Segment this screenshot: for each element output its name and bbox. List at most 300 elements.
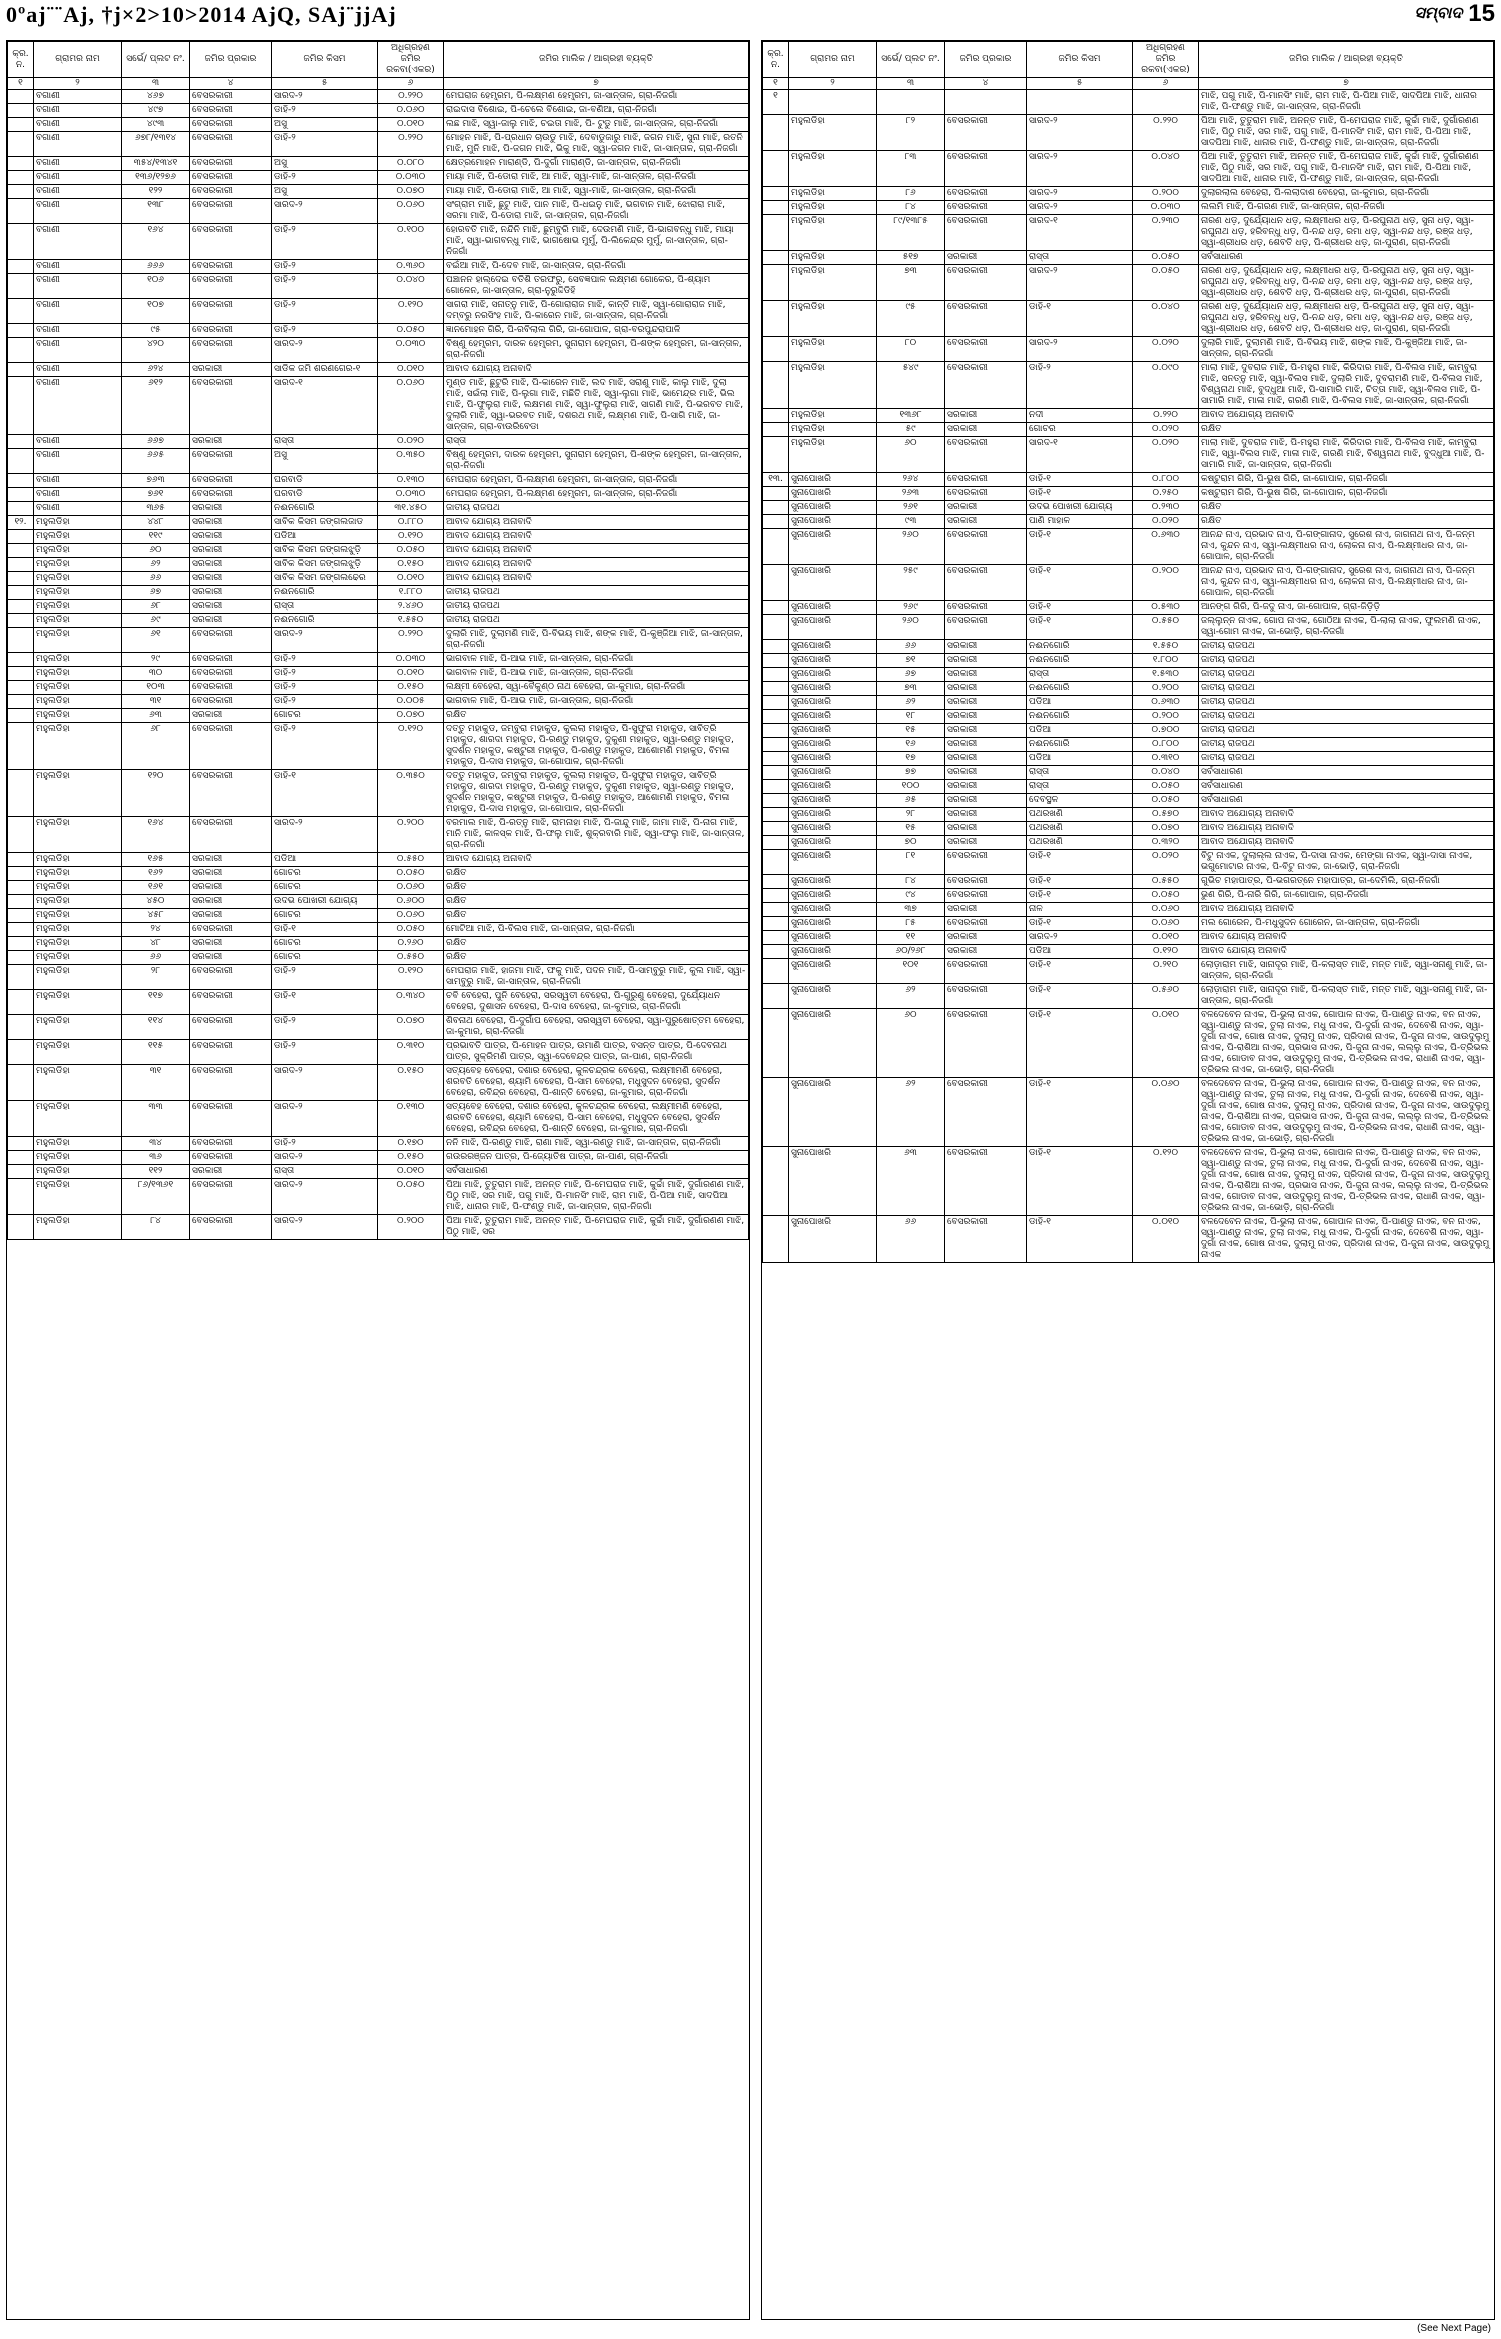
land-class-cell: ଗୋଚର	[1027, 423, 1133, 437]
area-cell: ୦.୨୧୦	[1133, 959, 1199, 984]
table-row	[763, 808, 1494, 822]
plot-number-cell: ୨୬୧	[877, 501, 945, 515]
plot-number-cell: ୨୬୪	[877, 473, 945, 487]
table-row	[8, 171, 749, 185]
serial-cell	[763, 615, 789, 640]
plot-number-cell: ୧୧୯	[122, 530, 190, 544]
area-cell: ୦.୦୧୦	[1133, 1009, 1199, 1078]
owner-cell: ଆବାଦ ଅଯୋଗ୍ୟ ଅନାବାଦି	[1199, 822, 1494, 836]
land-type-cell: ସରକାରୀ	[945, 696, 1027, 710]
village-cell: ବଗାଣୀ	[34, 502, 122, 516]
land-type-cell: ବେସରକାରୀ	[190, 1179, 272, 1215]
village-cell: ମହୁଲଡିହା	[34, 614, 122, 628]
land-class-cell: ରାସ୍ତା	[1027, 668, 1133, 682]
serial-cell	[8, 709, 34, 723]
left-column	[6, 40, 750, 2320]
column-number: ୭	[1199, 78, 1494, 90]
serial-cell: ୧	[763, 90, 789, 115]
serial-cell	[8, 502, 34, 516]
table-row	[8, 544, 749, 558]
land-type-cell: ସରକାରୀ	[190, 544, 272, 558]
serial-cell	[8, 695, 34, 709]
land-type-cell: ବେସରକାରୀ	[945, 959, 1027, 984]
village-cell: ସୁନାପୋଖରି	[789, 473, 877, 487]
table-row	[8, 274, 749, 299]
dateline: 0ºaj¨¨Aj, †j×2>10>2014 AjQ, SAj¨jjAj	[6, 2, 397, 27]
table-row	[763, 836, 1494, 850]
column-number-row	[8, 78, 749, 90]
village-cell: ମହୁଲଡିହା	[34, 1137, 122, 1151]
land-class-cell: ଡାହି-୨	[272, 667, 378, 681]
area-cell: ୦.୨୨୦	[1133, 409, 1199, 423]
plot-number-cell: ୬୭	[877, 668, 945, 682]
column-number: ୪	[945, 78, 1027, 90]
land-type-cell: ବେସରକାରୀ	[190, 185, 272, 199]
plot-number-cell: ୬୬	[877, 1216, 945, 1263]
land-type-cell: ସରକାରୀ	[945, 822, 1027, 836]
area-cell: ୦.୦୫୦	[378, 1179, 444, 1215]
area-cell: ୦.୦୧୦	[1133, 1216, 1199, 1263]
serial-cell	[763, 724, 789, 738]
area-cell: ୦.୦୭୦	[378, 185, 444, 199]
plot-number-cell: ୬୦/୨୬୮	[877, 945, 945, 959]
serial-cell	[763, 766, 789, 780]
land-class-cell: ରାସ୍ତା	[272, 435, 378, 449]
column-header: ଗ୍ରାମର ନାମ	[34, 42, 122, 78]
land-class-cell: ଡାହି-୧	[1027, 487, 1133, 501]
table-row	[8, 681, 749, 695]
serial-cell	[8, 488, 34, 502]
plot-number-cell: ୬୬	[122, 951, 190, 965]
area-cell: ୦.୦୭୦	[378, 709, 444, 723]
land-table-left	[7, 41, 749, 1240]
land-type-cell: ବେସରକାରୀ	[190, 157, 272, 171]
area-cell: ୦.୦୦୫	[378, 695, 444, 709]
owner-cell: ରକ୍ଷିତ	[444, 895, 749, 909]
plot-number-cell: ୭୬୧	[122, 488, 190, 502]
plot-number-cell: ୮୫	[877, 917, 945, 931]
land-class-cell: ଗୋଚର	[272, 867, 378, 881]
area-cell: ୨.୪୬୦	[378, 600, 444, 614]
village-cell: ମହୁଲଡିହା	[34, 709, 122, 723]
table-row	[8, 1151, 749, 1165]
serial-cell	[8, 377, 34, 435]
land-type-cell: ବେସରକାରୀ	[190, 695, 272, 709]
plot-number-cell: ୫୧୭	[877, 251, 945, 265]
land-class-cell: ନଈନଗୋରି	[1027, 738, 1133, 752]
table-row	[8, 990, 749, 1015]
plot-number-cell: ୬୩	[877, 1147, 945, 1216]
land-class-cell: ଡାହି-୧	[1027, 917, 1133, 931]
area-cell: ୦.୦୫୦	[1133, 889, 1199, 903]
column-header: ଜମିର ପ୍ରକାର	[945, 42, 1027, 78]
plot-number-cell: ୧୬୨	[122, 867, 190, 881]
land-type-cell: ବେସରକାରୀ	[190, 1215, 272, 1240]
land-class-cell: ସାବିକ କିସମ ଜଙ୍ଗଲଢେର	[272, 572, 378, 586]
table-row	[763, 1009, 1494, 1078]
table-row	[8, 516, 749, 530]
plot-number-cell: ୯୪	[877, 889, 945, 903]
table-row	[763, 850, 1494, 875]
land-class-cell: ପଥରଖଣି	[1027, 822, 1133, 836]
owner-cell: ମେଘରାଜ ହେମ୍ବ୍ରମ, ପି-ଲକ୍ଷ୍ମଣ ହେମ୍ବ୍ରମ, ଜା-ସାନ୍ତାଳ, ଗ୍ରା-ନିଜଗାଁ	[444, 488, 749, 502]
area-cell: ୦.୮୦୦	[1133, 473, 1199, 487]
page-header	[0, 0, 1501, 30]
plot-number-cell: ୧୨୦	[122, 770, 190, 817]
land-class-cell: ଡାହି-୧	[1027, 875, 1133, 889]
village-cell: ସୁନାପୋଖରି	[789, 875, 877, 889]
land-type-cell: ବେସରକାରୀ	[945, 889, 1027, 903]
table-row	[763, 903, 1494, 917]
owner-cell: ମଲ ଗୋରେନ, ପି-ମଧୁସୁଦନ ଗୋରେନ, ଜା-ସାନ୍ତାଳ, ଗ୍ରା-ନିଜଗାଁ	[1199, 917, 1494, 931]
village-cell: ସୁନାପୋଖରି	[789, 640, 877, 654]
land-type-cell: ସରକାରୀ	[945, 794, 1027, 808]
land-class-cell: ଡାହି-୧	[272, 923, 378, 937]
area-cell: ୦.୧୭୦	[378, 1137, 444, 1151]
owner-cell: ଆବାଦ ଅଯୋଗ୍ୟ ଅନାବାଦି	[1199, 808, 1494, 822]
land-class-cell: ସାବିକ କିସମ ଜଙ୍ଗଲଜାଡ	[272, 516, 378, 530]
land-class-cell: ଡାହି-୧	[1027, 889, 1133, 903]
village-cell: ମହୁଲଡିହା	[34, 653, 122, 667]
owner-cell: ଲୋଡ଼ାରାମ ମାଝି, ସାନାଦୂର ମାଝି, ପି-କଲାସ୍ତ ମାଝି, ମନ୍ତ ମାଝି, ସ୍ୱା-ସନାଣୁ ମାଝି, ଜା-ସାନ୍ତାଳ, ଗ୍ରା-ନିଜଗାଁ	[1199, 959, 1494, 984]
serial-cell	[8, 558, 34, 572]
plot-number-cell: ୩୫୪/୧୩୪୧	[122, 157, 190, 171]
land-type-cell: ବେସରକାରୀ	[190, 132, 272, 157]
area-cell: ୧.୮୦୦	[1133, 654, 1199, 668]
serial-cell	[763, 710, 789, 724]
village-cell: ସୁନାପୋଖରି	[789, 822, 877, 836]
serial-cell	[8, 572, 34, 586]
land-class-cell: ଡାହି-୨	[272, 723, 378, 770]
area-cell: ୦.୦୨୦	[1133, 337, 1199, 362]
village-cell: ମହୁଲଡିହା	[34, 937, 122, 951]
owner-cell: ବଇଁଆ ମାଝି, ପି-ଦେବ ମାଝି, ଜା-ସାନ୍ତାଳ, ଗ୍ରା-ନିଜଗାଁ	[444, 260, 749, 274]
land-class-cell: ପଡିଆ	[272, 853, 378, 867]
land-class-cell: ଘରବାଡି	[272, 488, 378, 502]
serial-cell	[763, 201, 789, 215]
land-class-cell: ଡାହି-୨	[272, 224, 378, 260]
plot-number-cell: ୬୬	[877, 640, 945, 654]
plot-number-cell: ୬୧	[122, 628, 190, 653]
area-cell: ୧.୫୫୦	[378, 614, 444, 628]
serial-cell	[763, 640, 789, 654]
column-number: ୧	[763, 78, 789, 90]
table-row	[8, 770, 749, 817]
serial-cell	[763, 696, 789, 710]
table-row	[763, 889, 1494, 903]
land-class-cell: ଡାହି-୨	[272, 1015, 378, 1040]
plot-number-cell: ୧୦୧	[877, 959, 945, 984]
land-type-cell: ବେସରକାରୀ	[945, 487, 1027, 501]
area-cell: ୦.୧୫୦	[378, 1151, 444, 1165]
table-row	[8, 1215, 749, 1240]
serial-cell	[763, 265, 789, 301]
table-row	[763, 668, 1494, 682]
area-cell: ୦.୫୫୦	[1133, 615, 1199, 640]
village-cell: ମହୁଲଡିହା	[34, 628, 122, 653]
serial-cell	[8, 338, 34, 363]
area-cell: ୦.୦୫୦	[378, 867, 444, 881]
land-class-cell: ପଡିଆ	[1027, 724, 1133, 738]
land-class-cell: ସାବିକ କିସମ ଜଙ୍ଗଲଝୁଡ଼ି	[272, 544, 378, 558]
serial-cell	[8, 449, 34, 474]
area-cell: ୦.୬୩୦	[1133, 696, 1199, 710]
land-type-cell: ବେସରକାରୀ	[945, 615, 1027, 640]
village-cell: ବଗାଣୀ	[34, 224, 122, 260]
village-cell: ମହୁଲଡିହା	[34, 681, 122, 695]
village-cell: ସୁନାପୋଖରି	[789, 1216, 877, 1263]
land-class-cell: ଅସୁ	[272, 157, 378, 171]
owner-cell: ରାଇଦାସ ବିଶୋଇ, ପି-ଚେଲେ ବିଶୋଇ, ଜା-ବଣିଆ, ଗ୍ରା-ନିଜଗାଁ	[444, 104, 749, 118]
village-cell: ବଗାଣୀ	[34, 104, 122, 118]
area-cell: ୦.୦୬୦	[378, 909, 444, 923]
column-header: କ୍ର. ନ.	[8, 42, 34, 78]
table-row	[763, 794, 1494, 808]
area-cell: ୦.୨୩୦	[1133, 215, 1199, 251]
serial-cell	[8, 909, 34, 923]
owner-cell: ମାୟା ମାଝି, ପି-ଡୋରା ମାଝି, ଆ ମାଝି, ସ୍ୱା-ମାଝି, ଜା-ସାନ୍ତାଳ, ଗ୍ରା-ନିଜଗାଁ	[444, 171, 749, 185]
land-type-cell: ସରକାରୀ	[945, 409, 1027, 423]
land-class-cell: ଡାହି-୧	[1027, 1009, 1133, 1078]
table-row	[8, 299, 749, 324]
land-class-cell: ଡାହି-୧	[1027, 984, 1133, 1009]
table-row	[8, 1065, 749, 1101]
serial-cell	[8, 324, 34, 338]
village-cell: ମହୁଲଡିହା	[789, 201, 877, 215]
plot-number-cell: ୯୫	[877, 301, 945, 337]
serial-cell	[763, 668, 789, 682]
land-class-cell: ଡାହି-୨	[272, 653, 378, 667]
owner-cell: ସର୍ବସାଧାରଣ	[1199, 780, 1494, 794]
table-row	[8, 118, 749, 132]
owner-cell: ଲଲମି ମାଝି, ପି-ଗରଣ ମାଝି, ଜା-ସାନ୍ତାଳ, ଗ୍ରା-ନିଜଗାଁ	[1199, 201, 1494, 215]
land-type-cell: ସରକାରୀ	[190, 895, 272, 909]
land-class-cell: ନଈନଗୋରି	[272, 586, 378, 600]
land-class-cell: ପଡିଆ	[1027, 752, 1133, 766]
serial-cell	[8, 600, 34, 614]
plot-number-cell: ୧୬୪	[122, 224, 190, 260]
land-class-cell: ନଈନଗୋରି	[272, 614, 378, 628]
serial-cell	[763, 501, 789, 515]
table-row	[8, 1040, 749, 1065]
area-cell: ୦.୦୧୦	[378, 1165, 444, 1179]
land-type-cell: ସରକାରୀ	[190, 909, 272, 923]
area-cell: ୦.୦୫୦	[1133, 251, 1199, 265]
owner-cell: ଜଲ୍ଲୁନ୍ନ ନାଏକ, ଗୋପ ନାଏକ, ଗୋଠିଆ ନାଏକ, ପି-ଲାଲା ନାଏକ, ଫୁଲମଣି ନାଏକ, ସ୍ୱା-ଗୋମ ନାଏକ, ଜା-ଭୋଡ଼ି, ଗ୍ରା-ନିଜଗାଁ	[1199, 615, 1494, 640]
area-cell: ୦.୦୪୦	[1133, 766, 1199, 780]
owner-cell: ଜ୍ଞାନମୋହନ ଗିରି, ପି-ରବିଲାଲ ଗିରି, ଜା-ଗୋପାଳ, ଗ୍ରା-ବରପୁନ୍ଦରାପାଳି	[444, 324, 749, 338]
land-type-cell: ବେସରକାରୀ	[190, 681, 272, 695]
village-cell: ମହୁଲଡିହା	[34, 1215, 122, 1240]
serial-cell	[763, 875, 789, 889]
village-cell: ସୁନାପୋଖରି	[789, 780, 877, 794]
owner-cell: କ୍ଷେତ୍ରମୋହନ ମାରାଣ୍ଡି, ପି-ଦୁର୍ଗା ମାରାଣ୍ଡି, ଜା-ସାନ୍ତାଳ, ଗ୍ରା-ନିଜଗାଁ	[444, 157, 749, 171]
area-cell: ୦.୫୫୦	[378, 853, 444, 867]
plot-number-cell: ୬୯	[122, 614, 190, 628]
village-cell: ମହୁଲଡିହା	[34, 951, 122, 965]
plot-number-cell: ୩୬	[122, 1151, 190, 1165]
table-row	[8, 653, 749, 667]
table-row	[763, 215, 1494, 251]
area-cell: ୦.୦୨୦	[1133, 515, 1199, 529]
land-type-cell: ସରକାରୀ	[945, 738, 1027, 752]
village-cell: ମହୁଲଡିହା	[789, 187, 877, 201]
land-class-cell: ପଡିଆ	[1027, 696, 1133, 710]
column-number: ୩	[122, 78, 190, 90]
land-type-cell: ବେସରକାରୀ	[945, 1147, 1027, 1216]
owner-cell: ମାଲା ମାଝି, ଦୁବରାଜ ମାଝି, ପି-ମହୁରା ମାଝି, କିରିଦାର ମାଝି, ପି-ବିଲସ ମାଝି, କାମ୍ବୁରା ମାଝି, ସ୍ୱା-ବିଲସ ମାଝି, ମାଳା ମାଝି, ଗରଣି ମାଝି, ବିଶ୍ୱନାଥ ମାଝି, ବୁଦ୍ଧୁଆ ମାଝି, ପି-ସାମାରି ମାଝି, ଜା-ସାନ୍ତାଳ, ଗ୍ରା-ନିଜଗାଁ	[1199, 437, 1494, 473]
area-cell: ୩୧.୪୫୦	[378, 502, 444, 516]
owner-cell: ବଳଦେବେନ ନାଏକ, ପି-ଭୁଲା ନାଏକ, ଗୋପାଳ ନାଏକ, ପି-ପାଣ୍ଡୁ ନାଏକ, ବନ ନାଏକ, ସ୍ୱା-ପାଣ୍ଡୁ ନାଏକ, ତୁଲା ନାଏକ, ମଧୁ ନାଏକ, ପି-ଦୁର୍ଗା ନାଏକ, ଦେବେଶି ନାଏକ, ସ୍ୱା-ଦୁର୍ଗା ନାଏକ, ଗୋଷ ନାଏକ, ଦୁଲାମୁ ନାଏକ, ପ୍ରିଦାଶ ନାଏକ, ପି-ଜୁନା ନାଏକ, ସାଉଦୁଲୁମୁ ନାଏକ, ପି-ରାଶିଆ ନାଏକ, ପ୍ରଭାସ ନାଏକ, ପି-ଜୁନା ନାଏକ, ଲଲ୍ଲୁ ନାଏକ, ପି-ତ୍ରିଭଲ ନାଏକ, ଗୋଡାବ ନାଏକ, ସାଉଦୁଲୁମୁ ନାଏକ, ପି-ତ୍ରିଭଲ ନାଏକ, ରାଧାଣି ନାଏକ, ସ୍ୱା-ତ୍ରିଭଲ ନାଏକ, ଜା-ଭୋଡ଼ି, ଗ୍ରା-ନିଜଗାଁ	[1199, 1078, 1494, 1147]
plot-number-cell: ୧୦୬	[122, 274, 190, 299]
area-cell: ୦.୨୨୦	[378, 628, 444, 653]
owner-cell: ଗୁଭିଚ ମହାପାତ୍ର, ପି-ଭଗରତ୍ନେ ମହାପାତ୍ର, ଜା-ଦେମିଲି, ଗ୍ରା-ନିଜଗାଁ	[1199, 875, 1494, 889]
column-header: କ୍ର. ନ.	[763, 42, 789, 78]
plot-number-cell: ୪୯୭	[122, 104, 190, 118]
land-class-cell: ନଈନଗୋରି	[1027, 710, 1133, 724]
plot-number-cell: ୫୯	[877, 423, 945, 437]
owner-cell: ପ୍ରଭାବତି ପାତ୍ର, ପି-ମୋହନ ପାତ୍ର, ଉମାଣି ପାତ୍ର, ବସନ୍ତ ପାତ୍ର, ପି-ଦେବନାଥ ପାତ୍ର, ସୁକ୍ରିମଣି ପାତ୍ର, ସ୍ୱା-ଦେବେନ୍ଦ୍ର ପାତ୍ର, ଜା-ପାଣ, ଗ୍ରା-ନିଜଗାଁ	[444, 1040, 749, 1065]
owner-cell: ଭାଗବାଳ ମାଝି, ପି-ଆଭ ମାଝି, ଜା-ସାନ୍ତାଳ, ଗ୍ରା-ନିଜଗାଁ	[444, 653, 749, 667]
land-class-cell: ଅସୁ	[272, 118, 378, 132]
land-type-cell	[945, 90, 1027, 115]
land-type-cell: ବେସରକାରୀ	[945, 1009, 1027, 1078]
table-row	[763, 487, 1494, 501]
table-row	[763, 654, 1494, 668]
land-class-cell: ଗୋଚର	[272, 937, 378, 951]
area-cell: ୦.୦୪୦	[1133, 301, 1199, 337]
area-cell: ୦.୧୨୦	[378, 965, 444, 990]
table-row	[763, 201, 1494, 215]
serial-cell	[8, 299, 34, 324]
land-type-cell: ବେସରକାରୀ	[945, 529, 1027, 565]
table-row	[8, 104, 749, 118]
land-class-cell: ଡାହି-୧	[1027, 473, 1133, 487]
owner-cell: ବିଷ୍ଣୁ ହେମ୍ବ୍ରମ, ଦାରକ ହେମ୍ବ୍ରମ, ସୁନାରାମ ହେମ୍ବ୍ରମ, ପି-ଶଙ୍କ ହେମ୍ବ୍ରମ, ଜା-ସାନ୍ତାଳ, ଗ୍ରା-ନିଜଗାଁ	[444, 338, 749, 363]
table-row	[763, 780, 1494, 794]
owner-cell: ବିଷ୍ଣୁ ହେମ୍ବ୍ରମ, ଦାରକ ହେମ୍ବ୍ରମ, ସୁନାରାମ ହେମ୍ବ୍ରମ, ପି-ଶଙ୍କ ହେମ୍ବ୍ରମ, ଜା-ସାନ୍ତାଳ, ଗ୍ରା-ନିଜଗାଁ	[444, 449, 749, 474]
serial-cell	[8, 614, 34, 628]
area-cell: ୦.୨୦୦	[378, 817, 444, 853]
serial-cell	[8, 1165, 34, 1179]
serial-cell	[8, 118, 34, 132]
serial-cell	[763, 1147, 789, 1216]
land-type-cell: ସରକାରୀ	[190, 530, 272, 544]
area-cell: ୦.୦୫୦	[378, 324, 444, 338]
table-row	[8, 572, 749, 586]
table-row	[8, 1137, 749, 1151]
owner-cell: ଜାତୀୟ ରାଜପଥ	[444, 586, 749, 600]
serial-cell	[8, 530, 34, 544]
village-cell: ସୁନାପୋଖରି	[789, 945, 877, 959]
table-row	[763, 473, 1494, 487]
land-type-cell: ସରକାରୀ	[945, 766, 1027, 780]
area-cell: ୦.୩୧୦	[378, 1040, 444, 1065]
serial-cell	[8, 1215, 34, 1240]
plot-number-cell: ୪୨୦	[122, 338, 190, 363]
village-cell: ସୁନାପୋଖରି	[789, 1009, 877, 1078]
serial-cell	[8, 171, 34, 185]
owner-cell: ଆବାଦ ଯୋଗ୍ୟ ଅନାବାଦି	[444, 572, 749, 586]
owner-cell: ସର୍ବସାଧାରଣ	[1199, 251, 1494, 265]
serial-cell: ୧୩.	[763, 473, 789, 487]
owner-cell: ଜାତୀୟ ରାଜପଥ	[1199, 724, 1494, 738]
serial-cell	[8, 723, 34, 770]
area-cell: ୦.୦୫୦	[1133, 265, 1199, 301]
land-type-cell: ବେସରକାରୀ	[190, 274, 272, 299]
village-cell: ବଗାଣୀ	[34, 132, 122, 157]
land-type-cell: ସରକାରୀ	[945, 945, 1027, 959]
owner-cell: କଷ୍ଟୁରାମ ଗିରି, ପି-ଭୁଷ ଗିରି, ଜା-ଗୋପାଳ, ଗ୍ରା-ନିଜଗାଁ	[1199, 487, 1494, 501]
land-class-cell: ଗୋଚର	[272, 881, 378, 895]
serial-cell	[763, 487, 789, 501]
village-cell	[789, 90, 877, 115]
land-type-cell: ବେସରକାରୀ	[190, 990, 272, 1015]
column-number: ୬	[1133, 78, 1199, 90]
plot-number-cell: ୩୪	[122, 1137, 190, 1151]
plot-number-cell: ୩୦	[122, 667, 190, 681]
table-row	[763, 501, 1494, 515]
village-cell: ସୁନାପୋଖରି	[789, 696, 877, 710]
table-row	[8, 817, 749, 853]
owner-cell: ଦୁଲାରି ମାଝି, ଦୁଲାମଣି ମାଝି, ପି-ବିଭୟ ମାଝି, ଶଙ୍କ ମାଝି, ପି-କୁଞ୍ଜିଆ ମାଝି, ଜା-ସାନ୍ତାଳ, ଗ୍ରା-ନିଜଗାଁ	[444, 628, 749, 653]
table-row	[763, 822, 1494, 836]
area-cell: ୦.୬୩୦	[1133, 529, 1199, 565]
land-type-cell: ବେସରକାରୀ	[945, 437, 1027, 473]
table-row	[8, 695, 749, 709]
land-class-cell: ସାରଦ-୨	[272, 817, 378, 853]
land-class-cell: ଡାହି-୧	[1027, 1078, 1133, 1147]
village-cell: ମହୁଲଡିହା	[34, 1101, 122, 1137]
owner-cell: ଜାତୀୟ ରାଜପଥ	[444, 502, 749, 516]
table-row	[763, 959, 1494, 984]
owner-cell: କଷ୍ଟୁରାମ ଗିରି, ପି-ଭୁଷ ଗିରି, ଜା-ଗୋପାଳ, ଗ୍ରା-ନିଜଗାଁ	[1199, 473, 1494, 487]
village-cell: ସୁନାପୋଖରି	[789, 738, 877, 752]
owner-cell: ରକ୍ଷିତ	[444, 881, 749, 895]
owner-cell: ପିଆ ମାଝି, ତୁତୁରାମ ମାଝି, ଅନନ୍ତ ମାଝି, ପି-ମେଘରାଜ ମାଝି, କୁର୍ଚ୍ଚା ମାଝି, ଦୁର୍ଗାରଣଣ ମାଝି, ପିଠୁ ମାଝି, ସର ମାଝି, ପଗୁ ମାଝି, ପି-ମାନସିଂ ମାଝି, ରାମ ମାଝି, ପି-ପିଆ ମାଝି, ସାଦପିଆ ମାଝି, ଧାନାର ମାଝି, ପି-ଫଣ୍ଡୁ ମାଝି, ଜା-ସାନ୍ତାଳ, ଗ୍ରା-ନିଜଗାଁ	[1199, 115, 1494, 151]
land-class-cell: ଡାହି-୧	[1027, 529, 1133, 565]
serial-cell	[8, 667, 34, 681]
land-class-cell: ସାରଦ-୨	[1027, 931, 1133, 945]
land-type-cell: ସରକାରୀ	[190, 572, 272, 586]
serial-cell	[763, 565, 789, 601]
owner-cell: ଲକ୍ଷ୍ମୀ ବେହେରା, ସ୍ୱା-ବୈକୁଣ୍ଠ ନାଥ ବେହେରା, ଜା-କୁମାର, ଗ୍ରା-ନିଜଗାଁ	[444, 681, 749, 695]
plot-number-cell: ୧୧୨	[122, 1165, 190, 1179]
village-cell: ମହୁଲଡିହା	[34, 909, 122, 923]
table-row	[763, 752, 1494, 766]
serial-cell	[763, 917, 789, 931]
plot-number-cell: ୮୦	[877, 337, 945, 362]
plot-number-cell: ୬୬୬	[122, 260, 190, 274]
owner-cell: ମେଘରାଜ ହେମ୍ବ୍ରମ, ପି-ଲକ୍ଷ୍ମଣ ହେମ୍ବ୍ରମ, ଜା-ସାନ୍ତାଳ, ଗ୍ରା-ନିଜଗାଁ	[444, 474, 749, 488]
land-class-cell: ଡାହି-୨	[272, 260, 378, 274]
table-row	[763, 640, 1494, 654]
plot-number-cell: ୪୫୦	[122, 895, 190, 909]
plot-number-cell: ୭୭	[877, 766, 945, 780]
land-type-cell: ବେସରକାରୀ	[190, 965, 272, 990]
area-cell: ୦.୦୩୦	[378, 171, 444, 185]
serial-cell	[763, 423, 789, 437]
village-cell: ସୁନାପୋଖରି	[789, 917, 877, 931]
land-type-cell: ବେସରକାରୀ	[945, 917, 1027, 931]
owner-cell: ଆବାଦ ଯୋଗ୍ୟ ଅନାବାଦି	[444, 853, 749, 867]
owner-cell: ସତ୍ୟବେହ ବେହେରା, ଦଶାର ବେହେରା, କୁଳଚନ୍ଦ୍ରକ ବେହେରା, ଲକ୍ଷ୍ମୀମଣି ବେହେରା, ଶରବତି ବେହେରା, ଶ୍ୟାମି ବେହେରା, ପି-ସାମ ବେହେରା, ମଧୁସୁଦନ ବେହେରା, ସୁଦର୍ଶନ ବେହେରା, ରବିନ୍ଦ୍ର ବେହେରା, ପି-ଶାନ୍ତି ବେହେରା, ଜା-କୁମାର, ଗ୍ରା-ନିଜଗାଁ	[444, 1065, 749, 1101]
serial-cell	[763, 984, 789, 1009]
plot-number-cell: ୩୭	[877, 903, 945, 917]
land-class-cell: ଡାହି-୨	[1027, 362, 1133, 409]
plot-number-cell: ୮୯/୧୩୮୫	[877, 215, 945, 251]
table-row	[8, 600, 749, 614]
